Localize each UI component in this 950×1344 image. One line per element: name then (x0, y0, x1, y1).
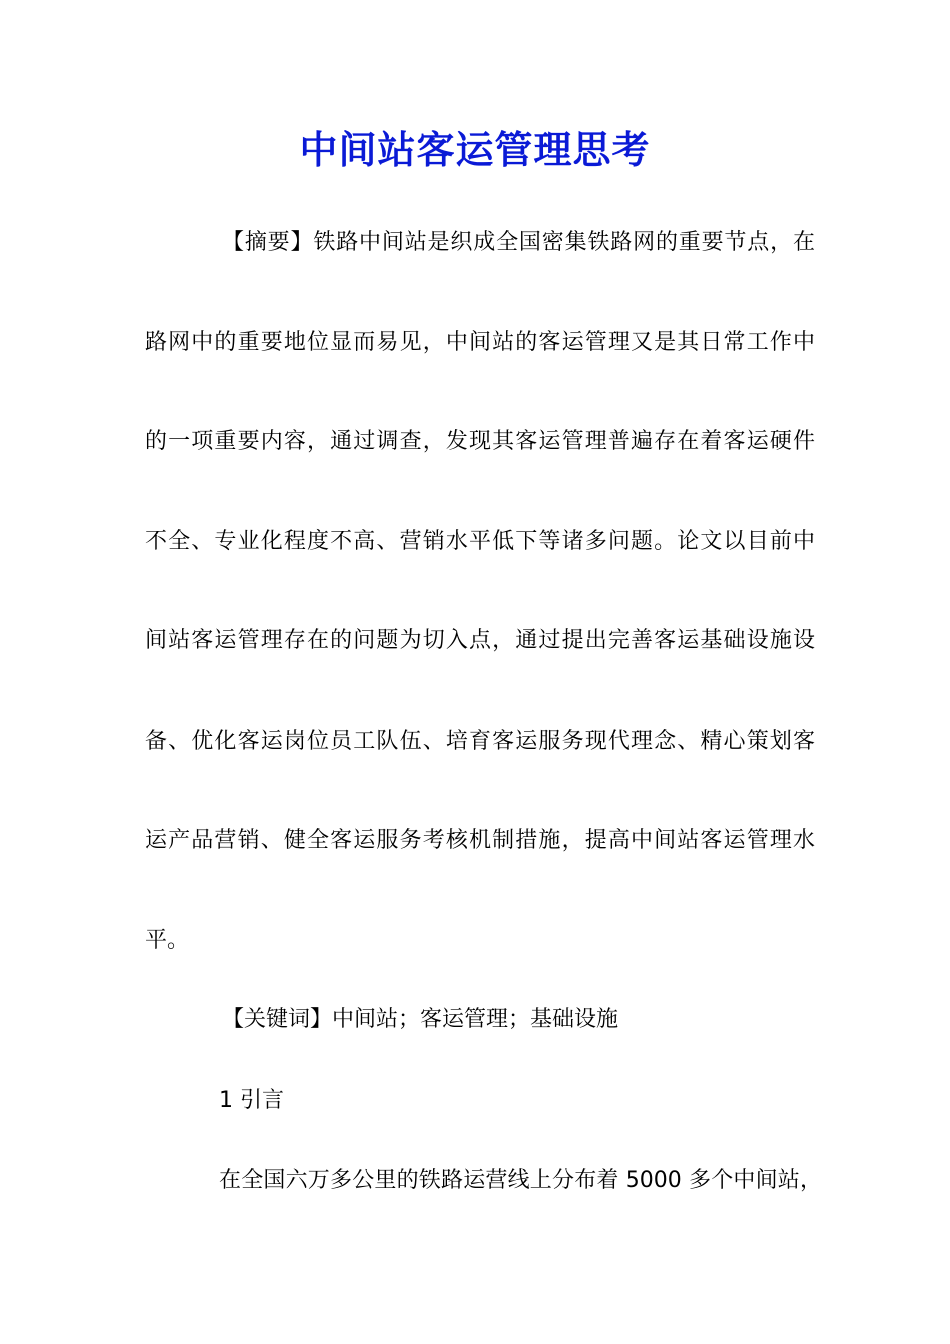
abstract-line: 运产品营销、健全客运服务考核机制措施，提高中间站客运管理水 (145, 828, 815, 853)
body-paragraph-line: 在全国六万多公里的铁路运营线上分布着 5000 多个中间站， (219, 1168, 822, 1193)
abstract-line: 不全、专业化程度不高、营销水平低下等诸多问题。论文以目前中 (145, 529, 815, 554)
document-title: 中间站客运管理思考 (299, 127, 651, 172)
abstract-line: 的一项重要内容，通过调查，发现其客运管理普遍存在着客运硬件 (145, 429, 815, 454)
abstract-line: 间站客运管理存在的问题为切入点，通过提出完善客运基础设施设 (145, 628, 815, 653)
section-heading: 1 引言 (219, 1088, 284, 1113)
abstract-line: 平。 (145, 928, 190, 953)
abstract-line: 备、优化客运岗位员工队伍、培育客运服务现代理念、精心策划客 (145, 729, 815, 754)
keywords-line: 【关键词】中间站；客运管理；基础设施 (222, 1007, 619, 1032)
abstract-line: 路网中的重要地位显而易见，中间站的客运管理又是其日常工作中 (145, 330, 815, 355)
abstract-line: 【摘要】铁路中间站是织成全国密集铁路网的重要节点，在 (222, 230, 815, 255)
